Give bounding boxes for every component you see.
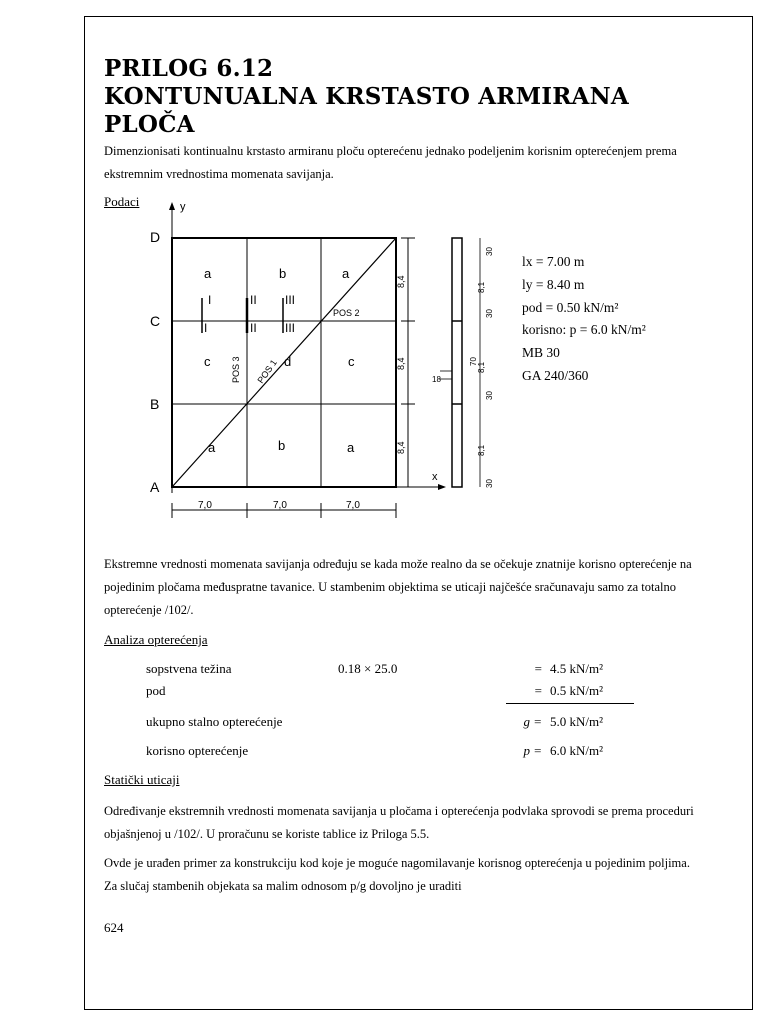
section-dim: 30 bbox=[485, 479, 494, 488]
panel-label: a bbox=[347, 440, 355, 455]
panel-label: a bbox=[204, 266, 212, 281]
point-a: A bbox=[150, 479, 160, 495]
point-b: B bbox=[150, 396, 160, 412]
section-dim: 30 bbox=[485, 309, 494, 318]
height-dim: 8,4 bbox=[396, 357, 406, 370]
page-number: 624 bbox=[104, 920, 124, 935]
panel-label: a bbox=[208, 440, 216, 455]
section-label: III bbox=[285, 321, 296, 335]
span-dim: 7,0 bbox=[273, 500, 287, 511]
row-label: korisno opterećenje bbox=[146, 743, 249, 758]
section-label: I bbox=[208, 293, 212, 307]
panel-label: c bbox=[348, 354, 355, 369]
paragraph-1: Ekstremne vrednosti momenata savijanja određuju se kada može realno da se očekuje znatnije korisno opterećenje na pojedinim pločama međuspratne tavanice. U stambenim objektima se uticaji najčešće sračunavaju samo za totalno opterećenje /102/. bbox=[104, 557, 692, 617]
panel-label: a bbox=[342, 266, 350, 281]
row-value: 4.5 kN/m² bbox=[550, 661, 604, 676]
pos-label: POS 3 bbox=[231, 356, 241, 383]
point-d: D bbox=[150, 229, 161, 245]
panel-label: c bbox=[204, 354, 211, 369]
row-value: 5.0 kN/m² bbox=[550, 714, 604, 729]
section-label: II bbox=[250, 321, 257, 335]
section-dim: 30 bbox=[485, 391, 494, 400]
row-expr: 0.18 × 25.0 bbox=[338, 661, 398, 676]
paragraph-2: Određivanje ekstremnih vrednosti momenata savijanja u pločama i opterećenja podvlaka sprovodi se prema proceduri objašnjenoj u /102/. U proračunu se koriste tablice iz Priloga 5.5. bbox=[104, 804, 694, 841]
panel-label: d bbox=[284, 354, 292, 369]
data-mb: MB 30 bbox=[522, 345, 560, 360]
analiza-heading: Analiza opterećenja bbox=[104, 632, 208, 647]
row-sym: = bbox=[534, 661, 542, 676]
section-dim: 8,1 bbox=[477, 444, 486, 456]
section-dim: 30 bbox=[485, 247, 494, 256]
point-c: C bbox=[150, 313, 161, 329]
title-line-2: KONTUNUALNA KRSTASTO ARMIRANA bbox=[104, 83, 629, 110]
row-value: 6.0 kN/m² bbox=[550, 743, 604, 758]
row-label: pod bbox=[146, 683, 166, 698]
height-dim: 8,4 bbox=[396, 275, 406, 288]
data-ga: GA 240/360 bbox=[522, 368, 589, 383]
span-dim: 7,0 bbox=[198, 500, 212, 511]
section-dim: 8,1 bbox=[477, 361, 486, 373]
podaci-heading: Podaci bbox=[104, 194, 140, 209]
row-sym: p = bbox=[523, 743, 542, 758]
axis-x-label: x bbox=[432, 471, 438, 483]
section-label: I bbox=[204, 321, 208, 335]
data-ly: ly = 8.40 m bbox=[522, 277, 585, 292]
row-label: sopstvena težina bbox=[146, 661, 232, 676]
title-line-1: PRILOG 6.12 bbox=[104, 55, 274, 82]
sum-rule bbox=[506, 703, 634, 704]
row-sym: g = bbox=[523, 714, 542, 729]
axis-y-label: y bbox=[180, 201, 186, 213]
pos-label: POS 1 bbox=[255, 357, 279, 386]
data-korisno: korisno: p = 6.0 kN/m² bbox=[522, 322, 646, 337]
intro-paragraph: Dimenzionisati kontinualnu krstasto armiranu ploču opterećenu jednako podeljenim korisnim opterećenjem prema ekstremnim vrednostima momenata savijanja. bbox=[104, 144, 677, 181]
span-dim: 7,0 bbox=[346, 500, 360, 511]
row-label: ukupno stalno opterećenje bbox=[146, 714, 283, 729]
section-label: II bbox=[250, 293, 257, 307]
panel-label: b bbox=[278, 438, 286, 453]
slab-diagram bbox=[140, 198, 500, 528]
row-sym: = bbox=[534, 683, 542, 698]
height-dim: 8,4 bbox=[396, 441, 406, 454]
section-label: III bbox=[285, 293, 296, 307]
staticki-heading: Statički uticaji bbox=[104, 772, 180, 787]
title-line-3: PLOČA bbox=[104, 111, 195, 138]
section-dim: 70 bbox=[469, 357, 478, 366]
data-lx: lx = 7.00 m bbox=[522, 254, 585, 269]
paragraph-3: Ovde je urađen primer za konstrukciju kod koje je moguće nagomilavanje korisnog opterećenja u pojedinim poljima. Za slučaj stambenih objekata sa malim odnosom p/g dovoljno je uraditi bbox=[104, 856, 690, 893]
row-value: 0.5 kN/m² bbox=[550, 683, 604, 698]
section-dim: 8,1 bbox=[477, 281, 486, 293]
pos-label: POS 2 bbox=[333, 308, 360, 318]
panel-label: b bbox=[279, 266, 287, 281]
data-pod: pod = 0.50 kN/m² bbox=[522, 300, 619, 315]
section-dim: 18 bbox=[432, 375, 441, 384]
